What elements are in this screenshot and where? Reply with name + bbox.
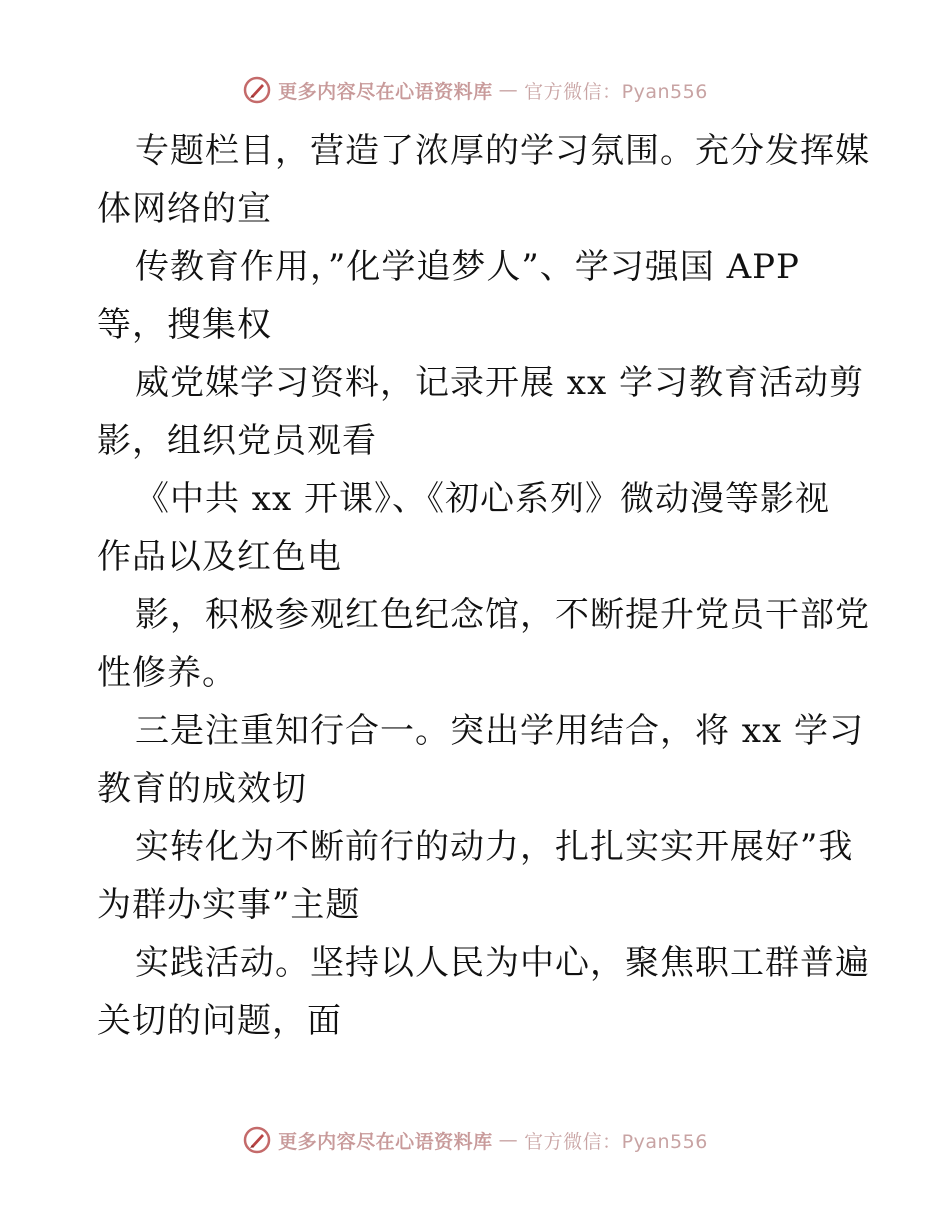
watermark-dash: — [498,79,519,101]
body-text-line: 传教育作用，”化学追梦人”、学习强国 APP [135,247,800,287]
body-text-line: 为群办实事”主题 [97,885,361,925]
body-text-line: 专题栏目，营造了浓厚的学习氛围。充分发挥媒 [135,131,870,171]
quill-pen-seal-icon [242,1125,272,1155]
body-text-line: 教育的成效切 [97,769,307,809]
body-text-line: 实践活动。坚持以人民为中心，聚焦职工群普遍 [135,943,870,983]
body-text-line: 体网络的宣 [97,189,272,229]
body-text-line: 性修养。 [97,653,237,693]
body-text-line: 《中共 xx 开课》、《初心系列》微动漫等影视 [135,479,830,519]
watermark-sub-text: 官方微信：Pyan556 [524,1130,708,1153]
document-body [97,122,870,1050]
watermark-main-text: 更多内容尽在心语资料库 [278,1130,493,1153]
body-text-line: 影，组织党员观看 [97,421,377,461]
body-text-line: 关切的问题，面 [97,1001,342,1041]
body-text-line: 三是注重知行合一。突出学用结合，将 xx 学习 [135,711,864,751]
body-text-line: 威党媒学习资料，记录开展 xx 学习教育活动剪 [135,363,864,403]
header-watermark [0,70,950,110]
body-text-line: 实转化为不断前行的动力，扎扎实实开展好”我 [135,827,854,867]
footer-watermark [0,1120,950,1160]
watermark-sub-text: 官方微信：Pyan556 [524,80,708,103]
watermark-dash: — [498,1129,519,1151]
body-text-line: 影，积极参观红色纪念馆，不断提升党员干部党 [135,595,870,635]
body-text-line: 作品以及红色电 [97,537,342,577]
quill-pen-seal-icon [242,75,272,105]
body-text-line: 等，搜集权 [97,305,272,345]
watermark-main-text: 更多内容尽在心语资料库 [278,80,493,103]
